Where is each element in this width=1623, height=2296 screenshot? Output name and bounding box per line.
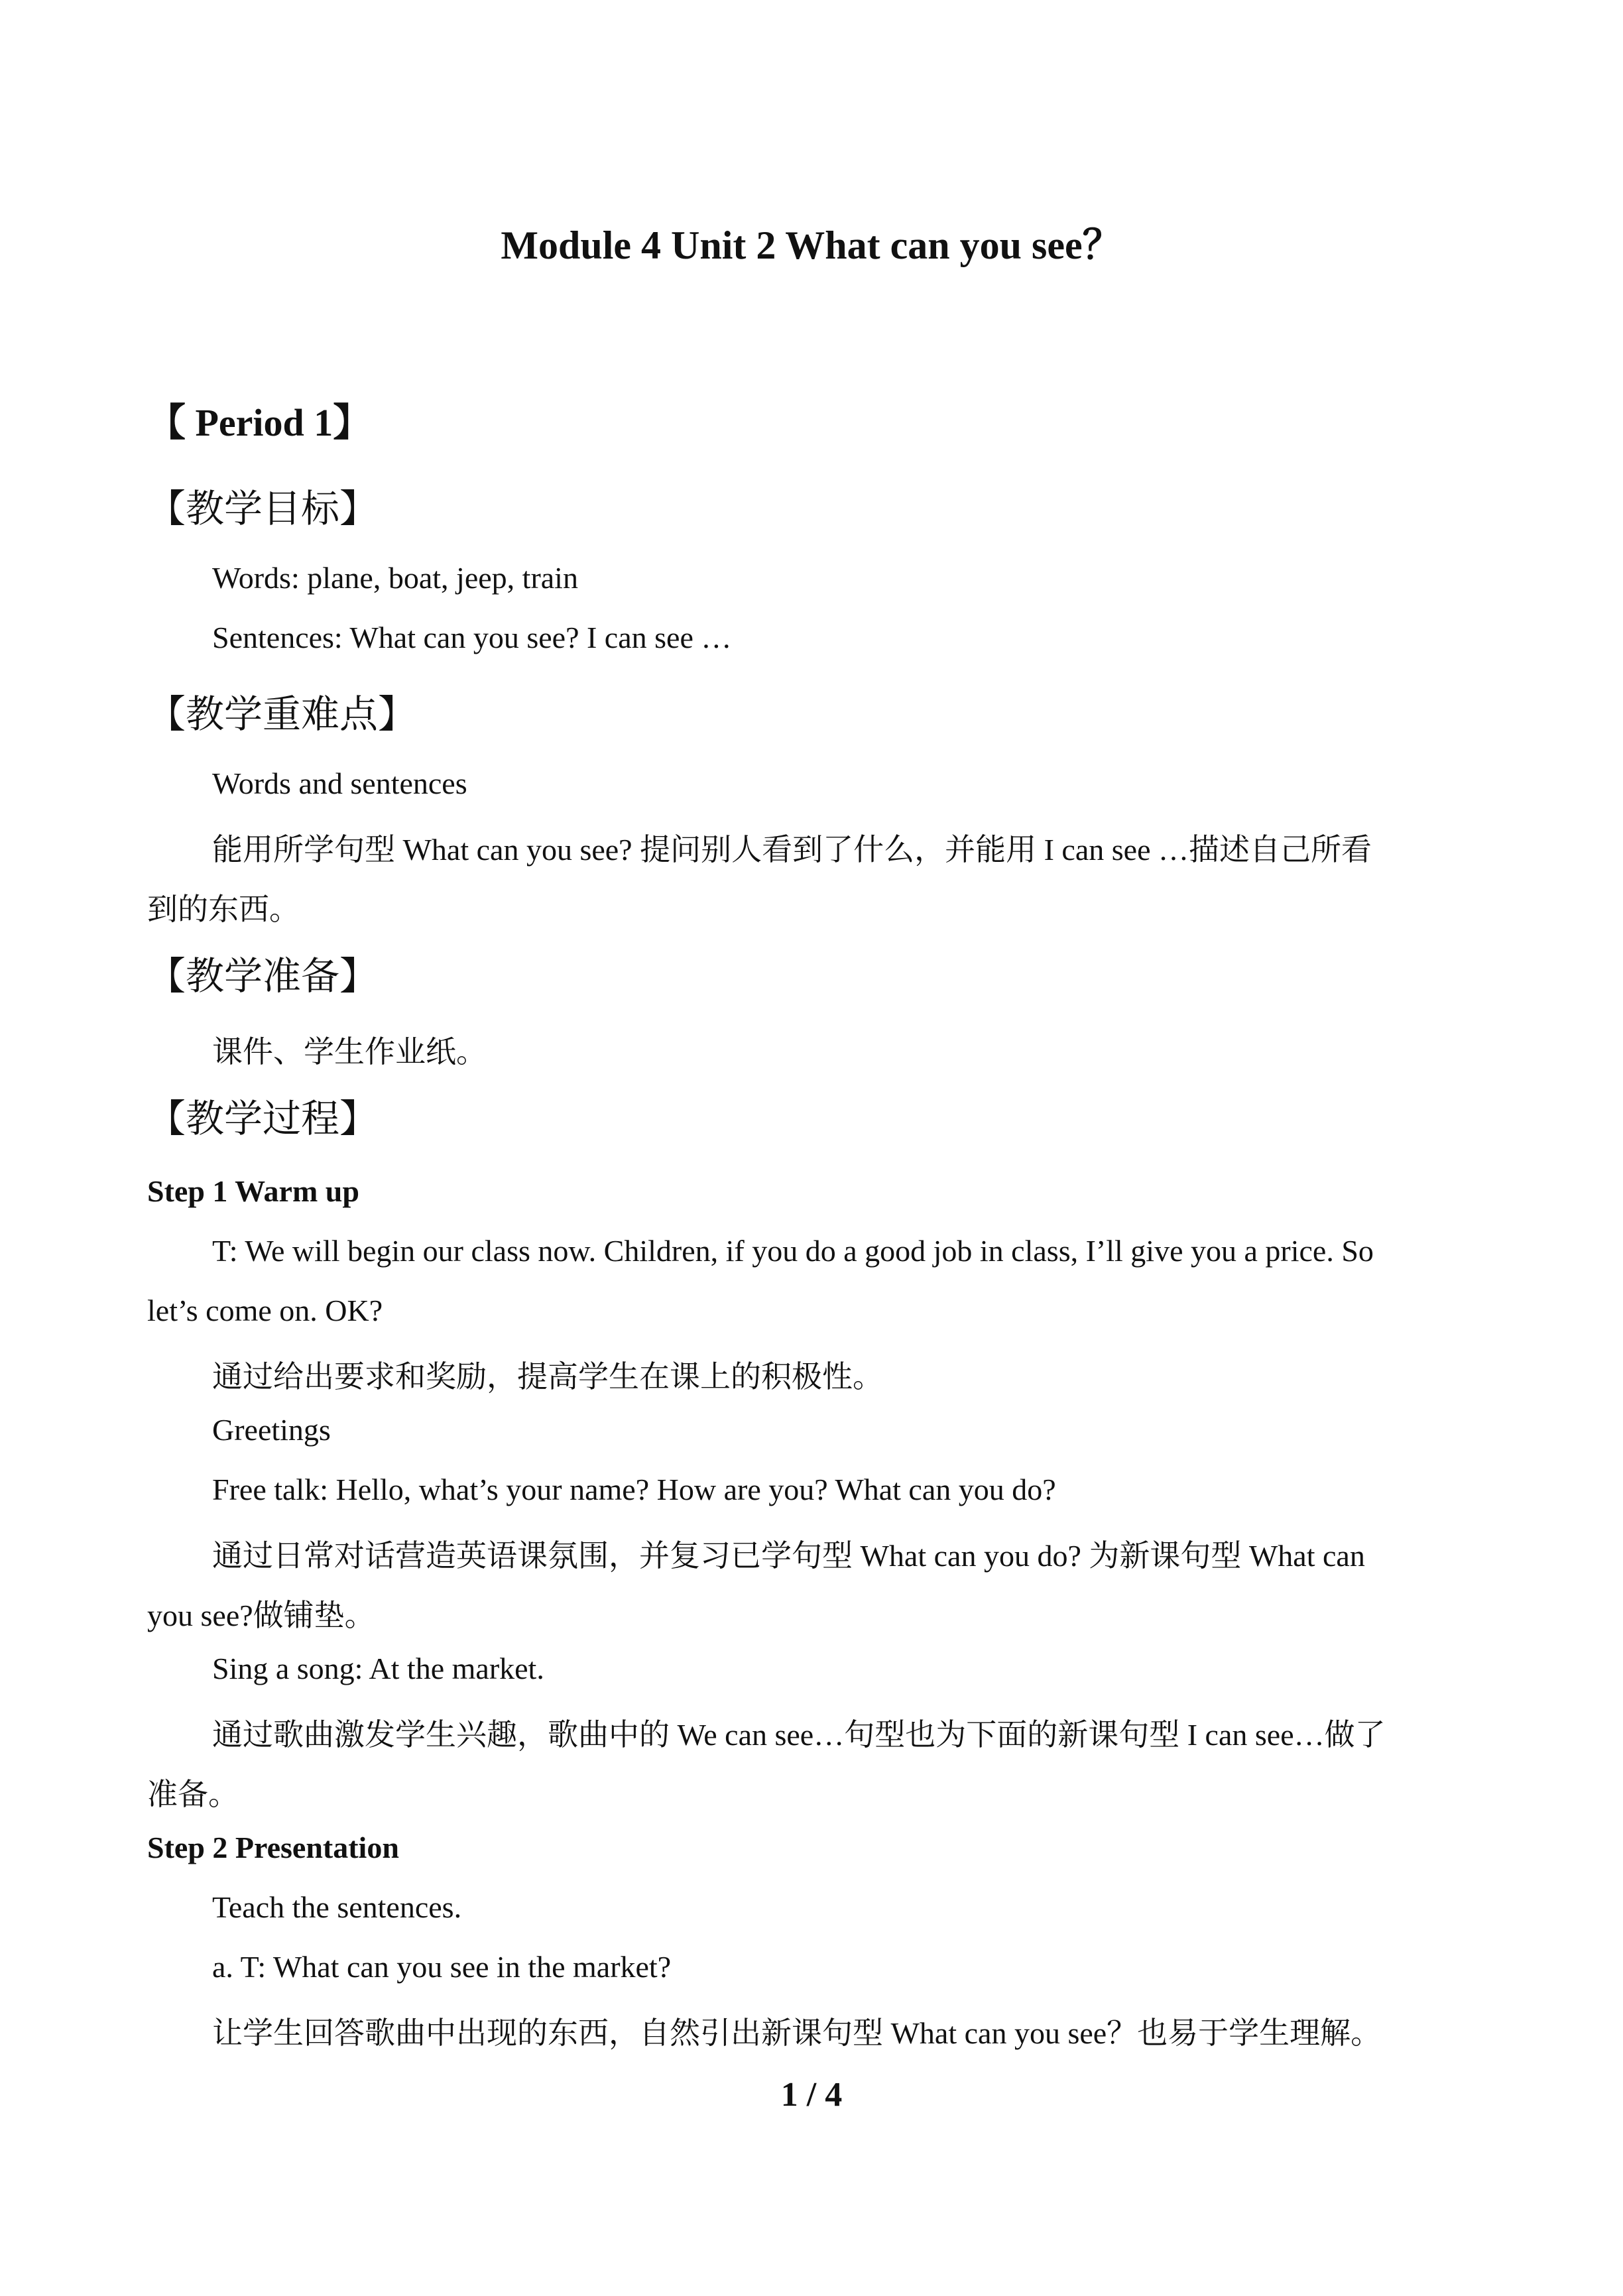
step1-line: you see?做铺垫。 (147, 1599, 375, 1632)
step1-line: 通过给出要求和奖励，提高学生在课上的积极性。 (212, 1360, 883, 1394)
keypoints-line: Words and sentences (212, 766, 467, 800)
step1-line: Greetings (212, 1413, 331, 1447)
document-title: Module 4 Unit 2 What can you see？ (501, 223, 1122, 267)
period-heading: 【 Period 1】 (147, 401, 372, 444)
objectives-sentences: Sentences: What can you see? I can see … (212, 621, 732, 654)
process-heading: 【教学过程】 (147, 1097, 379, 1140)
step1-line: 通过歌曲激发学生兴趣，歌曲中的 We can see…句型也为下面的新课句型 I can see…做了 (212, 1718, 1386, 1752)
step1-line: T: We will begin our class now. Children, if you do a good job in class, I’ll give you a price. So (212, 1234, 1374, 1268)
page-number: 1 / 4 (780, 2076, 843, 2114)
step2-heading: Step 2 Presentation (147, 1831, 399, 1864)
prep-heading: 【教学准备】 (147, 955, 379, 998)
step2-line: 让学生回答歌曲中出现的东西，自然引出新课句型 What can you see？也易于学生理解。 (212, 2016, 1382, 2050)
step1-heading: Step 1 Warm up (147, 1174, 359, 1208)
keypoints-line: 能用所学句型 What can you see? 提问别人看到了什么，并能用 I can see …描述自己所看 (212, 833, 1372, 867)
keypoints-heading: 【教学重难点】 (147, 693, 417, 736)
keypoints-line: 到的东西。 (147, 892, 300, 926)
step1-line: Free talk: Hello, what’s your name? How are you? What can you do? (212, 1473, 1056, 1506)
step1-line: let’s come on. OK? (147, 1294, 383, 1327)
step1-line: 通过日常对话营造英语课氛围，并复习已学句型 What can you do? 为新课句型 What can (212, 1539, 1365, 1573)
objectives-heading: 【教学目标】 (147, 487, 379, 530)
step1-line: 准备。 (147, 1778, 239, 1811)
objectives-words: Words: plane, boat, jeep, train (212, 561, 578, 595)
step2-line: Teach the sentences. (212, 1890, 462, 1924)
prep-text: 课件、学生作业纸。 (212, 1035, 487, 1069)
step1-line: Sing a song: At the market. (212, 1652, 544, 1685)
step2-line: a. T: What can you see in the market? (212, 1950, 672, 1984)
